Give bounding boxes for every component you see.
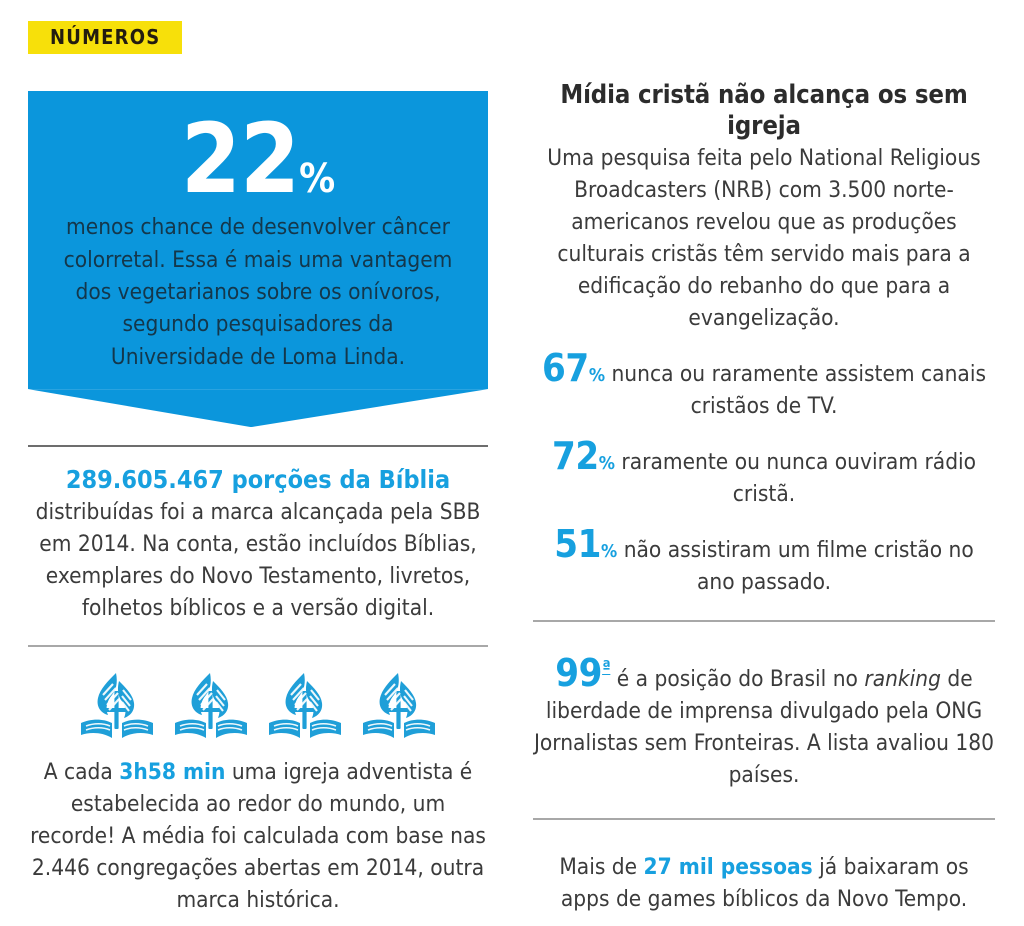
bible-block-text: distribuídas foi a marca alcançada pela SBB em 2014. Na conta, estão incluídos Bíblias, exemplares do Novo Testamento, livretos, folhetos bíblicos e a versão digital.	[35, 499, 481, 621]
adventist-church-logo-icon	[266, 665, 344, 747]
divider-left-2	[28, 645, 488, 647]
media-stat-block	[533, 80, 995, 598]
media-block-intro: Uma pesquisa feita pelo National Religious Broadcasters (NRB) com 3.500 norte-americanos revelou que as produções culturais cristãs têm servido mais para a edificação do rebanho do que para a evangelização.	[547, 145, 981, 331]
media-stat-number	[552, 434, 615, 478]
callout-notch-arrow	[28, 389, 488, 427]
church-block-text	[28, 757, 488, 917]
apps-highlight-count: 27 mil pessoas	[643, 854, 813, 881]
callout-description: menos chance de desenvolver câncer colorretal. Essa é mais uma vantagem dos vegetarianos sobre os onívoros, segundo pesquisadores da Universidade de Loma Linda.	[63, 214, 453, 370]
media-stat-row	[533, 433, 995, 511]
divider-right-2	[533, 818, 995, 820]
apps-stat-block	[533, 852, 995, 916]
media-stat-percent-symbol: %	[588, 364, 606, 386]
ranking-text-1: é a posição do Brasil no	[610, 666, 865, 693]
media-stat-line	[554, 521, 974, 595]
adventist-church-logo-icon	[360, 665, 438, 747]
divider-left-1	[28, 445, 488, 447]
adventist-church-logo-icon	[78, 665, 156, 747]
church-text-before: A cada	[43, 758, 120, 785]
media-stat-number	[542, 346, 605, 390]
media-block-title: Mídia cristã não alcança os sem igreja	[560, 80, 968, 141]
content-columns	[0, 78, 1024, 917]
ranking-text-2: de liberdade de imprensa divulgado pela ONG Jornalistas sem Fronteiras. A lista avaliou 180 países.	[533, 666, 995, 789]
apps-block-text	[533, 852, 995, 916]
media-stat-text: não assistiram um filme cristão no ano passado.	[617, 536, 974, 595]
section-badge-wrap	[28, 21, 182, 54]
media-stat-text: raramente ou nunca ouviram rádio cristã.	[615, 448, 977, 507]
church-highlight-interval: 3h58 min	[119, 758, 226, 785]
bible-stat-block	[28, 465, 488, 625]
left-column	[0, 78, 512, 917]
media-stat-text: nunca ou raramente assistem canais cristãos de TV.	[605, 360, 986, 419]
media-stat-value: 67	[541, 345, 589, 390]
callout-percent-symbol: %	[299, 156, 336, 202]
ranking-stat-block	[533, 651, 995, 792]
media-stat-percent-symbol: %	[601, 540, 618, 562]
apps-text-after: já baixaram os apps de games bíblicos da Novo Tempo.	[560, 854, 969, 913]
ranking-ordinal-suffix: ª	[602, 657, 611, 678]
divider-right-1	[533, 620, 995, 622]
bible-block-title: 289.605.467 porções da Bíblia	[65, 465, 451, 495]
apps-text-before: Mais de	[559, 854, 644, 881]
spacer	[533, 792, 995, 818]
right-column	[512, 78, 1024, 916]
media-stat-line	[541, 345, 986, 419]
spacer	[28, 625, 488, 645]
section-badge: NÚMEROS	[28, 21, 182, 54]
media-stat-line	[551, 433, 977, 507]
ranking-italic-word: ranking	[864, 666, 941, 693]
media-stat-percent-symbol: %	[598, 452, 615, 474]
spacer	[28, 427, 488, 445]
spacer	[533, 598, 995, 620]
media-stat-row	[533, 345, 995, 423]
media-stat-row	[533, 521, 995, 599]
callout-big-number	[62, 103, 454, 215]
callout-body	[28, 91, 488, 389]
church-text-after: uma igreja adventista é estabelecida ao redor do mundo, um recorde! A média foi calculada com base nas 2.446 congregações abertas em 2014, outra marca histórica.	[30, 758, 486, 913]
ranking-block-text	[533, 651, 995, 792]
stat-callout-22-percent	[28, 91, 488, 427]
callout-number-value: 22	[180, 103, 300, 215]
ranking-number	[555, 651, 610, 695]
adventist-logo-row	[28, 665, 488, 747]
media-stat-value: 72	[551, 433, 599, 478]
media-stat-number	[554, 522, 617, 566]
media-stat-value: 51	[554, 521, 602, 566]
church-stat-block	[28, 665, 488, 917]
adventist-church-logo-icon	[172, 665, 250, 747]
ranking-value: 99	[555, 651, 603, 696]
